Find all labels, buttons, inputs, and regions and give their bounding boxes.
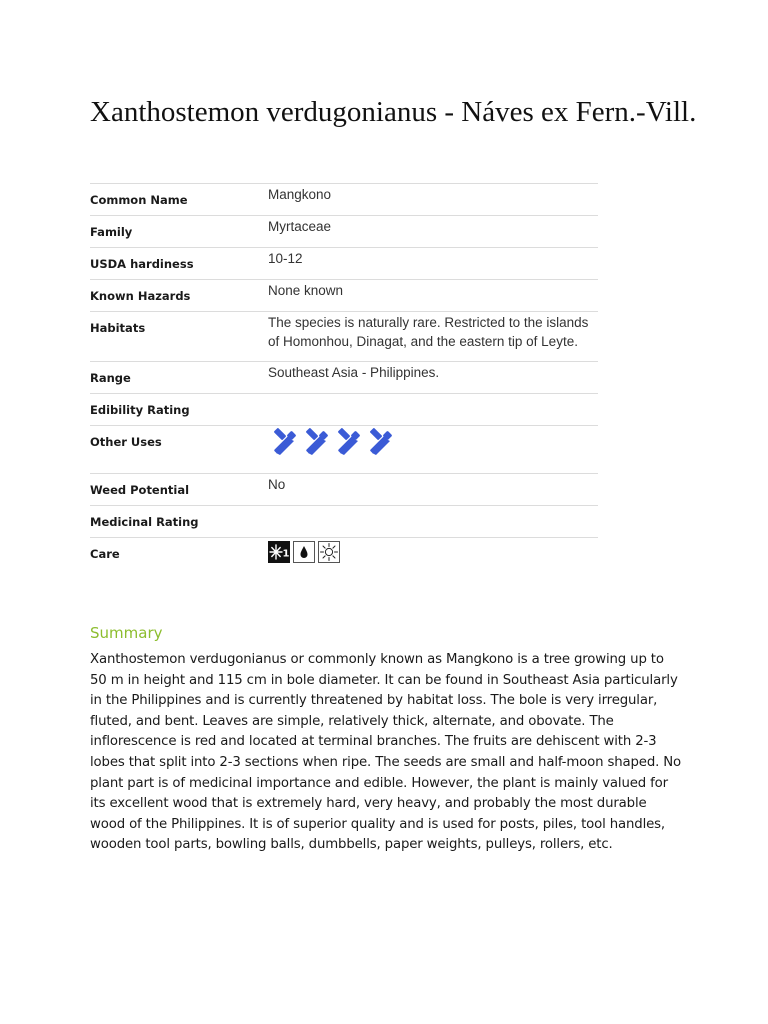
- row-known-hazards: [90, 280, 598, 312]
- summary-text: Xanthostemon verdugonianus or commonly known as Mangkono is a tree growing up to 50 m in height and 115 cm in bole diameter. It can be found in Southeast Asia particularly in the Philippines and is currently threatened by habitat loss. The bole is very irregular, fluted, and bent. Leaves are simple, relatively thick, alternate, and obovate. The inflorescence is red and located at terminal branches. The fruits are dehiscent with 2-3 lobes that split into 2-3 sections when ripe. The seeds are small and half-moon shaped. No plant part is of medicinal importance and edible. However, the plant is mainly valued for its excellent wood that is extremely hard, very heavy, and probably the most durable wood of the Philippines. It is of superior quality and is used for posts, piles, tool handles, wooden tool parts, bowling balls, dumbbells, paper weights, pulleys, rollers, etc.: [90, 652, 682, 853]
- water-drop-icon: [293, 541, 315, 563]
- row-label: USDA hardiness: [90, 248, 268, 280]
- plant-info-table: [90, 183, 598, 578]
- row-label: Range: [90, 362, 268, 394]
- row-family: [90, 216, 598, 248]
- row-label: Habitats: [90, 312, 268, 362]
- row-label: Common Name: [90, 184, 268, 216]
- row-value: [268, 394, 598, 426]
- row-label: Edibility Rating: [90, 394, 268, 426]
- summary-heading: Summary: [90, 624, 163, 642]
- row-value: 10-12: [268, 248, 598, 280]
- row-weed-potential: [90, 474, 598, 506]
- row-care: [90, 538, 598, 578]
- row-value: None known: [268, 280, 598, 312]
- row-edibility-rating: [90, 394, 598, 426]
- frost-tender-icon: [268, 541, 290, 563]
- row-other-uses: [90, 426, 598, 474]
- row-value: Mangkono: [268, 184, 598, 216]
- row-medicinal-rating: [90, 506, 598, 538]
- row-value: Southeast Asia - Philippines.: [268, 362, 598, 394]
- hammer-saw-icon: [300, 427, 330, 462]
- row-habitats: [90, 312, 598, 362]
- hammer-saw-icon: [268, 427, 298, 462]
- care-icons: [268, 541, 598, 563]
- hammer-saw-icon: [364, 427, 394, 462]
- row-value: Myrtaceae: [268, 216, 598, 248]
- row-value: The species is naturally rare. Restricted to the islands of Homonhou, Dinagat, and the eastern tip of Leyte.: [268, 312, 598, 362]
- row-value: [268, 538, 598, 578]
- row-value: [268, 426, 598, 474]
- row-value: [268, 506, 598, 538]
- row-usda-hardiness: [90, 248, 598, 280]
- hammer-saw-icon: [332, 427, 362, 462]
- row-common-name: [90, 184, 598, 216]
- row-range: [90, 362, 598, 394]
- row-label: Known Hazards: [90, 280, 268, 312]
- page-title: Xanthostemon verdugonianus - Náves ex Fern.-Vill.: [90, 96, 697, 128]
- row-label: Medicinal Rating: [90, 506, 268, 538]
- frost-level: 1: [282, 548, 289, 560]
- row-label: Other Uses: [90, 426, 268, 474]
- other-uses-rating: [268, 427, 598, 462]
- row-label: Care: [90, 538, 268, 578]
- full-sun-icon: [318, 541, 340, 563]
- row-label: Family: [90, 216, 268, 248]
- row-label: Weed Potential: [90, 474, 268, 506]
- row-value: No: [268, 474, 598, 506]
